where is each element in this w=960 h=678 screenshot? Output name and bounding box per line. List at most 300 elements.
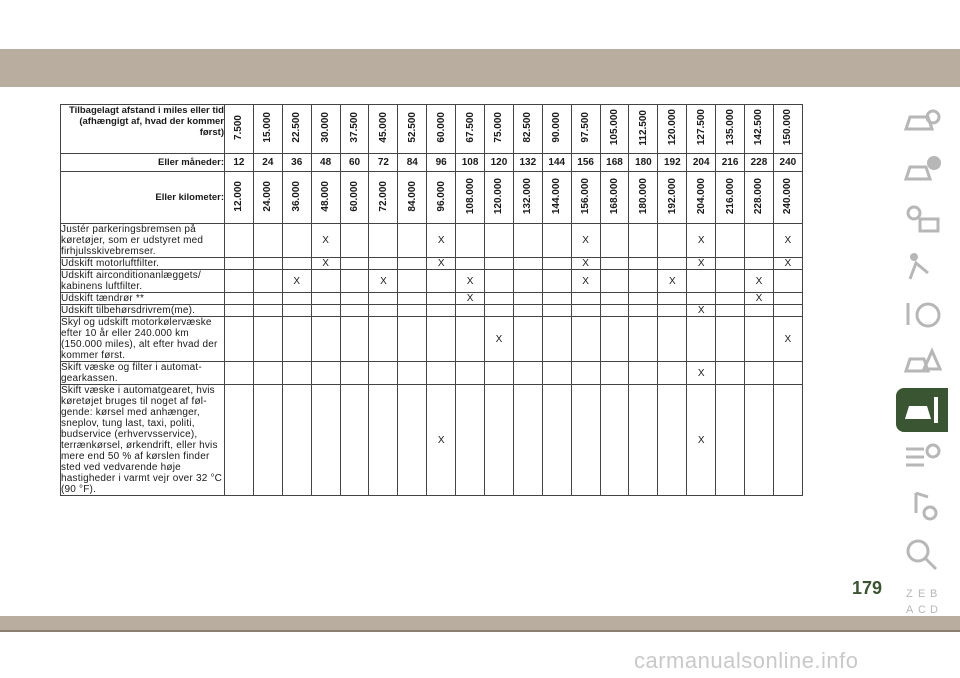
empty-cell bbox=[456, 305, 485, 317]
empty-cell bbox=[485, 385, 514, 496]
empty-cell bbox=[600, 270, 629, 293]
empty-cell bbox=[600, 258, 629, 270]
empty-cell bbox=[542, 258, 571, 270]
empty-cell bbox=[513, 224, 542, 258]
miles-interval-value: 82.500 bbox=[522, 112, 534, 143]
service-mark: X bbox=[369, 270, 398, 293]
empty-cell bbox=[369, 317, 398, 362]
miles-interval-value: 22.500 bbox=[291, 112, 303, 143]
months-interval-cell bbox=[485, 154, 514, 172]
miles-header-row bbox=[61, 105, 803, 154]
months-interval-cell bbox=[716, 154, 745, 172]
km-interval-value: 156.000 bbox=[580, 177, 592, 215]
bottom-band bbox=[0, 616, 960, 630]
empty-cell bbox=[571, 385, 600, 496]
miles-interval-value: 142.500 bbox=[753, 109, 765, 146]
months-interval-cell bbox=[311, 154, 340, 172]
km-interval-value: 60.000 bbox=[349, 180, 360, 212]
miles-interval-value: 97.500 bbox=[580, 112, 592, 143]
sidebar-item-light-envelope[interactable] bbox=[896, 196, 948, 240]
empty-cell bbox=[456, 224, 485, 258]
km-interval-cell bbox=[456, 172, 485, 224]
miles-interval-value: 30.000 bbox=[320, 112, 332, 143]
empty-cell bbox=[340, 224, 369, 258]
empty-cell bbox=[716, 362, 745, 385]
service-mark: X bbox=[427, 224, 456, 258]
km-interval-value: 192.000 bbox=[666, 177, 678, 215]
service-mark: X bbox=[571, 224, 600, 258]
list-gear-icon bbox=[902, 441, 942, 475]
months-interval-value: 204 bbox=[692, 157, 710, 168]
months-interval-cell bbox=[456, 154, 485, 172]
service-mark: X bbox=[311, 224, 340, 258]
empty-cell bbox=[311, 305, 340, 317]
empty-cell bbox=[513, 305, 542, 317]
empty-cell bbox=[225, 385, 254, 496]
table-row bbox=[61, 270, 803, 293]
months-interval-value: 228 bbox=[750, 157, 768, 168]
empty-cell bbox=[542, 293, 571, 305]
empty-cell bbox=[253, 258, 282, 270]
miles-interval-value: 7.500 bbox=[233, 114, 245, 141]
empty-cell bbox=[542, 270, 571, 293]
km-interval-value: 228.000 bbox=[753, 177, 765, 215]
miles-interval-cell bbox=[456, 105, 485, 154]
empty-cell bbox=[398, 270, 427, 293]
empty-cell bbox=[398, 305, 427, 317]
km-interval-cell bbox=[225, 172, 254, 224]
empty-cell bbox=[773, 293, 802, 305]
km-interval-value: 180.000 bbox=[637, 177, 649, 215]
service-mark: X bbox=[773, 224, 802, 258]
miles-interval-cell bbox=[369, 105, 398, 154]
empty-cell bbox=[658, 305, 687, 317]
empty-cell bbox=[542, 224, 571, 258]
empty-cell bbox=[773, 270, 802, 293]
km-interval-cell bbox=[282, 172, 311, 224]
empty-cell bbox=[485, 305, 514, 317]
empty-cell bbox=[716, 258, 745, 270]
empty-cell bbox=[340, 305, 369, 317]
service-mark: X bbox=[456, 293, 485, 305]
empty-cell bbox=[485, 270, 514, 293]
empty-cell bbox=[253, 317, 282, 362]
months-header-label: Eller måneder: bbox=[61, 154, 225, 172]
empty-cell bbox=[600, 385, 629, 496]
empty-cell bbox=[571, 317, 600, 362]
miles-interval-value: 90.000 bbox=[551, 112, 563, 143]
empty-cell bbox=[369, 258, 398, 270]
months-interval-cell bbox=[225, 154, 254, 172]
months-interval-value: 108 bbox=[461, 157, 479, 168]
km-interval-cell bbox=[658, 172, 687, 224]
empty-cell bbox=[629, 305, 658, 317]
service-mark: X bbox=[658, 270, 687, 293]
svg-text:B: B bbox=[930, 588, 938, 600]
km-interval-value: 96.000 bbox=[435, 180, 447, 212]
empty-cell bbox=[369, 293, 398, 305]
sidebar-item-list-gear[interactable] bbox=[896, 436, 948, 480]
months-interval-value: 132 bbox=[519, 157, 537, 168]
months-interval-value: 72 bbox=[377, 157, 389, 168]
empty-cell bbox=[340, 362, 369, 385]
car-info-icon bbox=[902, 153, 942, 187]
empty-cell bbox=[253, 270, 282, 293]
months-interval-value: 48 bbox=[320, 157, 332, 168]
empty-cell bbox=[456, 385, 485, 496]
km-interval-cell bbox=[369, 172, 398, 224]
empty-cell bbox=[658, 317, 687, 362]
months-interval-cell bbox=[745, 154, 774, 172]
months-interval-value: 216 bbox=[721, 157, 739, 168]
empty-cell bbox=[225, 293, 254, 305]
empty-cell bbox=[369, 305, 398, 317]
empty-cell bbox=[427, 305, 456, 317]
miles-interval-value: 37.500 bbox=[349, 112, 360, 143]
km-interval-cell bbox=[542, 172, 571, 224]
km-interval-value: 240.000 bbox=[782, 177, 794, 215]
months-interval-value: 60 bbox=[348, 157, 361, 168]
empty-cell bbox=[398, 224, 427, 258]
empty-cell bbox=[600, 305, 629, 317]
km-interval-cell bbox=[600, 172, 629, 224]
miles-interval-value: 127.500 bbox=[695, 109, 707, 146]
months-interval-cell bbox=[542, 154, 571, 172]
empty-cell bbox=[542, 305, 571, 317]
watermark: carmanualsonline.info bbox=[634, 648, 859, 673]
empty-cell bbox=[282, 362, 311, 385]
empty-cell bbox=[629, 224, 658, 258]
empty-cell bbox=[600, 293, 629, 305]
miles-interval-cell bbox=[629, 105, 658, 154]
miles-interval-cell bbox=[542, 105, 571, 154]
km-interval-cell bbox=[745, 172, 774, 224]
empty-cell bbox=[629, 270, 658, 293]
empty-cell bbox=[456, 317, 485, 362]
empty-cell bbox=[427, 293, 456, 305]
km-interval-value: 216.000 bbox=[724, 177, 736, 215]
empty-cell bbox=[629, 362, 658, 385]
svg-text:C: C bbox=[918, 604, 926, 616]
empty-cell bbox=[311, 293, 340, 305]
empty-cell bbox=[340, 270, 369, 293]
empty-cell bbox=[513, 270, 542, 293]
empty-cell bbox=[658, 362, 687, 385]
km-interval-value: 108.000 bbox=[464, 177, 476, 215]
sidebar-item-key-steering-wheel[interactable] bbox=[896, 292, 948, 336]
empty-cell bbox=[398, 385, 427, 496]
empty-cell bbox=[745, 317, 774, 362]
service-mark: X bbox=[456, 270, 485, 293]
sidebar-item-music-location[interactable] bbox=[896, 484, 948, 528]
km-interval-value: 144.000 bbox=[551, 177, 563, 215]
empty-cell bbox=[311, 270, 340, 293]
service-mark: X bbox=[427, 258, 456, 270]
months-interval-value: 96 bbox=[435, 157, 447, 168]
empty-cell bbox=[658, 293, 687, 305]
sidebar-item-magnifier[interactable] bbox=[896, 532, 948, 576]
sidebar-item-person-airbag[interactable] bbox=[896, 244, 948, 288]
empty-cell bbox=[225, 305, 254, 317]
empty-cell bbox=[485, 362, 514, 385]
empty-cell bbox=[427, 317, 456, 362]
empty-cell bbox=[225, 362, 254, 385]
service-mark: X bbox=[427, 385, 456, 496]
miles-interval-cell bbox=[282, 105, 311, 154]
km-interval-cell bbox=[253, 172, 282, 224]
km-interval-value: 48.000 bbox=[320, 180, 332, 212]
empty-cell bbox=[253, 224, 282, 258]
km-interval-cell bbox=[716, 172, 745, 224]
empty-cell bbox=[485, 293, 514, 305]
empty-cell bbox=[745, 258, 774, 270]
empty-cell bbox=[571, 293, 600, 305]
empty-cell bbox=[745, 385, 774, 496]
empty-cell bbox=[225, 317, 254, 362]
maintenance-schedule-table bbox=[60, 104, 803, 496]
miles-interval-value: 120.000 bbox=[666, 109, 678, 146]
empty-cell bbox=[456, 362, 485, 385]
miles-interval-cell bbox=[225, 105, 254, 154]
empty-cell bbox=[513, 293, 542, 305]
months-interval-value: 84 bbox=[406, 157, 418, 168]
miles-interval-value: 135.000 bbox=[724, 109, 736, 146]
table-row bbox=[61, 385, 803, 496]
months-interval-value: 180 bbox=[635, 157, 652, 168]
months-interval-cell bbox=[600, 154, 629, 172]
empty-cell bbox=[658, 258, 687, 270]
car-magnifier-icon bbox=[902, 105, 942, 139]
alphabet-index-icon bbox=[902, 585, 942, 619]
empty-cell bbox=[253, 305, 282, 317]
empty-cell bbox=[571, 305, 600, 317]
months-interval-value: 168 bbox=[606, 157, 623, 168]
miles-interval-cell bbox=[513, 105, 542, 154]
page-number: 179 bbox=[852, 578, 883, 598]
service-mark: X bbox=[745, 293, 774, 305]
miles-interval-cell bbox=[253, 105, 282, 154]
km-interval-cell bbox=[340, 172, 369, 224]
service-mark: X bbox=[687, 385, 716, 496]
months-interval-cell bbox=[629, 154, 658, 172]
months-interval-cell bbox=[658, 154, 687, 172]
empty-cell bbox=[398, 362, 427, 385]
empty-cell bbox=[542, 385, 571, 496]
empty-cell bbox=[398, 317, 427, 362]
person-airbag-icon bbox=[902, 249, 942, 283]
months-interval-cell bbox=[427, 154, 456, 172]
empty-cell bbox=[340, 258, 369, 270]
empty-cell bbox=[225, 258, 254, 270]
table-row bbox=[61, 293, 803, 305]
km-interval-cell bbox=[427, 172, 456, 224]
miles-interval-value: 67.500 bbox=[464, 112, 476, 143]
sidebar-item-car-wrench[interactable] bbox=[896, 388, 948, 432]
months-interval-value: 240 bbox=[779, 157, 797, 168]
km-interval-cell bbox=[687, 172, 716, 224]
empty-cell bbox=[687, 317, 716, 362]
sidebar-item-car-warning[interactable] bbox=[896, 340, 948, 384]
miles-interval-cell bbox=[340, 105, 369, 154]
empty-cell bbox=[513, 385, 542, 496]
months-header-row bbox=[61, 154, 803, 172]
bottom-band-line bbox=[0, 630, 960, 632]
empty-cell bbox=[629, 317, 658, 362]
empty-cell bbox=[398, 293, 427, 305]
miles-interval-value: 75.000 bbox=[493, 112, 505, 143]
months-interval-cell bbox=[687, 154, 716, 172]
sidebar-item-car-info[interactable] bbox=[896, 148, 948, 192]
empty-cell bbox=[513, 362, 542, 385]
empty-cell bbox=[687, 270, 716, 293]
empty-cell bbox=[282, 293, 311, 305]
empty-cell bbox=[542, 317, 571, 362]
km-interval-cell bbox=[629, 172, 658, 224]
months-interval-value: 120 bbox=[490, 157, 508, 168]
maintenance-action: Udskift motorluftfilter. bbox=[61, 258, 225, 270]
km-header-label: Eller kilometer: bbox=[61, 172, 225, 224]
months-interval-value: 12 bbox=[233, 157, 245, 168]
svg-text:D: D bbox=[930, 604, 938, 616]
empty-cell bbox=[745, 362, 774, 385]
months-interval-cell bbox=[369, 154, 398, 172]
empty-cell bbox=[427, 270, 456, 293]
empty-cell bbox=[600, 362, 629, 385]
maintenance-action: Skift væske i automatgearet, hvis køretøjet bruges til noget af føl- gende: kørsel med anhænger, sneplov, tung last, taxi, politi, budservice (erhvervsservice), terrænkørsel, ørkendrift, eller hvis mere end 50 % af kørslen finder sted ved vedvarende høje hastigheder i varmt vejr over 32 °C (90 °F). bbox=[61, 385, 225, 496]
maintenance-action: Justér parkeringsbremsen på køretøjer, som er udstyret med firhjulsskivebremser. bbox=[61, 224, 225, 258]
km-interval-value: 132.000 bbox=[522, 177, 534, 215]
service-mark: X bbox=[687, 362, 716, 385]
empty-cell bbox=[282, 385, 311, 496]
empty-cell bbox=[427, 362, 456, 385]
km-interval-value: 204.000 bbox=[695, 177, 707, 215]
empty-cell bbox=[282, 258, 311, 270]
months-interval-value: 24 bbox=[262, 157, 274, 168]
empty-cell bbox=[745, 224, 774, 258]
empty-cell bbox=[282, 317, 311, 362]
months-interval-value: 156 bbox=[577, 157, 594, 168]
km-interval-cell bbox=[773, 172, 802, 224]
miles-interval-cell bbox=[427, 105, 456, 154]
miles-interval-cell bbox=[398, 105, 427, 154]
magnifier-icon bbox=[902, 537, 942, 571]
top-band bbox=[0, 49, 960, 87]
empty-cell bbox=[658, 224, 687, 258]
empty-cell bbox=[340, 317, 369, 362]
miles-interval-value: 15.000 bbox=[262, 112, 274, 143]
table-row bbox=[61, 258, 803, 270]
service-mark: X bbox=[571, 270, 600, 293]
empty-cell bbox=[485, 258, 514, 270]
empty-cell bbox=[745, 305, 774, 317]
months-interval-cell bbox=[513, 154, 542, 172]
months-interval-cell bbox=[282, 154, 311, 172]
service-mark: X bbox=[687, 224, 716, 258]
miles-interval-cell bbox=[571, 105, 600, 154]
months-interval-value: 36 bbox=[291, 157, 303, 168]
maintenance-action: Udskift tændrør ** bbox=[61, 293, 225, 305]
service-mark: X bbox=[773, 258, 802, 270]
empty-cell bbox=[658, 385, 687, 496]
km-interval-value: 24.000 bbox=[262, 180, 274, 212]
empty-cell bbox=[369, 385, 398, 496]
service-mark: X bbox=[571, 258, 600, 270]
empty-cell bbox=[773, 305, 802, 317]
miles-interval-cell bbox=[687, 105, 716, 154]
km-interval-cell bbox=[485, 172, 514, 224]
km-header-row bbox=[61, 172, 803, 224]
empty-cell bbox=[542, 362, 571, 385]
empty-cell bbox=[716, 293, 745, 305]
km-interval-value: 36.000 bbox=[291, 180, 303, 212]
sidebar-item-car-magnifier[interactable] bbox=[896, 100, 948, 144]
empty-cell bbox=[687, 293, 716, 305]
km-interval-cell bbox=[513, 172, 542, 224]
empty-cell bbox=[253, 385, 282, 496]
maintenance-action: Udskift tilbehørsdrivrem(me). bbox=[61, 305, 225, 317]
empty-cell bbox=[311, 317, 340, 362]
months-interval-cell bbox=[773, 154, 802, 172]
empty-cell bbox=[600, 317, 629, 362]
miles-interval-value: 105.000 bbox=[609, 109, 621, 146]
empty-cell bbox=[773, 362, 802, 385]
empty-cell bbox=[716, 317, 745, 362]
car-warning-icon bbox=[902, 345, 942, 379]
miles-interval-cell bbox=[773, 105, 802, 154]
table-row bbox=[61, 317, 803, 362]
months-interval-value: 144 bbox=[548, 157, 566, 168]
music-location-icon bbox=[902, 489, 942, 523]
car-wrench-icon bbox=[902, 393, 942, 427]
empty-cell bbox=[340, 385, 369, 496]
empty-cell bbox=[340, 293, 369, 305]
chapter-sidebar bbox=[892, 100, 954, 628]
service-mark: X bbox=[485, 317, 514, 362]
empty-cell bbox=[513, 317, 542, 362]
empty-cell bbox=[513, 258, 542, 270]
empty-cell bbox=[716, 385, 745, 496]
service-mark: X bbox=[687, 258, 716, 270]
miles-interval-value: 60.000 bbox=[435, 112, 447, 143]
empty-cell bbox=[773, 385, 802, 496]
miles-header-label: Tilbagelagt afstand i miles eller tid (afhængigt af, hvad der kommer først) bbox=[61, 105, 225, 154]
empty-cell bbox=[398, 258, 427, 270]
empty-cell bbox=[282, 305, 311, 317]
empty-cell bbox=[716, 305, 745, 317]
empty-cell bbox=[716, 270, 745, 293]
empty-cell bbox=[225, 224, 254, 258]
empty-cell bbox=[716, 224, 745, 258]
miles-interval-cell bbox=[311, 105, 340, 154]
empty-cell bbox=[629, 293, 658, 305]
km-interval-value: 120.000 bbox=[493, 177, 505, 215]
empty-cell bbox=[571, 362, 600, 385]
miles-interval-value: 52.500 bbox=[406, 112, 418, 143]
empty-cell bbox=[282, 224, 311, 258]
miles-interval-cell bbox=[600, 105, 629, 154]
km-interval-cell bbox=[311, 172, 340, 224]
empty-cell bbox=[253, 362, 282, 385]
table-row bbox=[61, 362, 803, 385]
miles-interval-cell bbox=[716, 105, 745, 154]
empty-cell bbox=[629, 385, 658, 496]
table-row bbox=[61, 224, 803, 258]
light-envelope-icon bbox=[902, 201, 942, 235]
months-interval-cell bbox=[571, 154, 600, 172]
km-interval-value: 12.000 bbox=[233, 180, 245, 212]
empty-cell bbox=[629, 258, 658, 270]
empty-cell bbox=[311, 362, 340, 385]
